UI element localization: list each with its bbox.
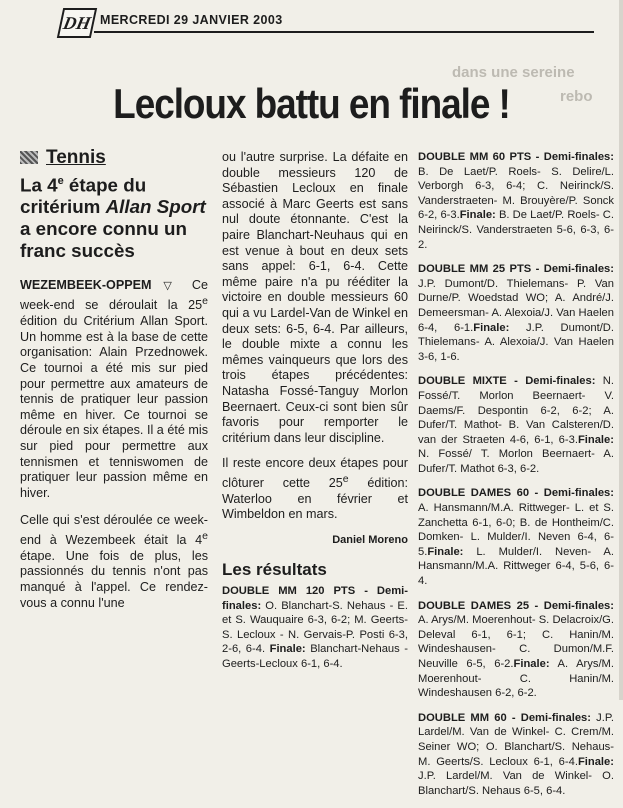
article-paragraph-2 (20, 513, 208, 611)
section-label: Tennis (46, 147, 106, 168)
subhead-post: a encore connu un franc succès (20, 217, 187, 261)
result-body: O. Blanchart-S. Nehaus - E. et S. Wauquaire 6-3, 6-2; M. Geerts-S. Lecloux - N. Gervais-P. Posti 6-3, 2-6, 6-4. (222, 599, 408, 656)
byline: Daniel Moreno (332, 533, 408, 546)
masthead-rule (94, 31, 594, 33)
triangle-icon: ▽ (163, 279, 181, 292)
result-body: A. Arys/M. Moerenhout- S. Delacroix/G. Deleval 6-1, 6-1; C. Hanin/M. Windeshausen- C. Dumon/M.F. Neuville 6-5, 6-2. (418, 614, 614, 670)
result-title: DOUBLE DAMES 60 - Demi-finales: (418, 487, 614, 500)
result-title: DOUBLE MM 60 - Demi-finales: (418, 711, 591, 724)
p2-text-b: étape. Une fois de plus, les passionnés du tennis n'ont pas manqué à l'appel. Ce rendez-vous a connu l'une (20, 548, 208, 610)
subhead-sup: e (57, 174, 64, 187)
p1-text-b: édition du Critérium Allan Sport. Un homme est à la base de cette organisation: Alain Przednowek. Ce tournoi a été mis sur pied pour permettre aux amateurs de tennis de pratiquer leur passion même en hiver. Ce tournoi se déroule en six étapes. Il a été mis sur pied pour permettre aux tennismen et tenniswomen de pratiquer leur passion même en hiver. (20, 314, 208, 500)
result-body: A. Hansmann/M.A. Rittweger- L. et S. Zanchetta 6-1, 6-0; B. de Hontheim/C. Domken- L. Mulder/I. Neven 6-4, 6-5. (418, 502, 614, 558)
result-block (418, 150, 614, 252)
results-title: Les résultats (222, 560, 327, 580)
result-block (222, 584, 408, 672)
p4-sup: e (342, 472, 349, 485)
article-paragraph-4 (222, 456, 408, 523)
result-block (418, 262, 614, 364)
article-paragraph-1 (20, 278, 208, 502)
result-block (418, 711, 614, 799)
result-block (418, 486, 614, 588)
kicker-square-icon (20, 151, 38, 164)
dateline: WEZEMBEEK-OPPEM (20, 277, 152, 292)
final-body: Blanchart-Nehaus - Geerts-Lecloux 6-1, 6-4. (222, 643, 408, 670)
final-label: Finale: (427, 545, 464, 558)
result-block (418, 374, 614, 476)
final-body: J.P. Lardel/M. Van de Winkel- O. Blanchart/S. Nehaus 6-5, 6-4. (418, 770, 614, 797)
final-label: Finale: (473, 321, 510, 334)
final-label: Finale: (577, 433, 614, 446)
result-title: DOUBLE MM 60 PTS - Demi-finales: (418, 151, 614, 163)
final-body: L. Mulder/I. Neven- A. Hansmann/M.A. Rittweger 6-4, 5-6, 6-4. (418, 545, 614, 588)
subhead-mid: étape du critérium (20, 173, 147, 217)
final-label: Finale: (459, 209, 496, 222)
p4-text-b: édition: Waterloo en février et Wimbeldon en mars. (222, 476, 408, 522)
result-body: B. De Laet/P. Roels- S. Delire/L. Verborgh 6-3, 6-4; C. Neirinck/S. Vanderstraeten- M. Brouyère/P. Sonck 6-2, 6-3. (418, 165, 614, 222)
issue-date: MERCREDI 29 JANVIER 2003 (100, 13, 283, 27)
column-2 (222, 150, 408, 672)
page-edge (619, 0, 623, 700)
final-label: Finale: (577, 755, 614, 768)
result-title: DOUBLE MM 25 PTS - Demi-finales: (418, 263, 614, 276)
subhead-brand: Allan Sport (105, 195, 206, 217)
p1-text-a: Ce week-end se déroulait la 25 (20, 277, 208, 313)
result-title: DOUBLE DAMES 25 - Demi-finales: (418, 599, 614, 612)
section-kicker (20, 147, 208, 168)
subheadline (20, 170, 208, 262)
p1-sup: e (202, 295, 208, 308)
p2-sup: e (202, 529, 208, 542)
p2-text-a: Celle qui s'est déroulée ce week-end à Wezembeek était la 4 (20, 513, 208, 548)
final-body: B. De Laet/P. Roels- C. Neirinck/S. Vanderstraeten 5-6, 6-3, 6-2. (418, 209, 614, 251)
result-body: J.P. Lardel/M. Van de Winkel- C. Crem/M. Seiner WO; O. Blanchart/S. Nehaus- M. Geerts/S. Lecloux 6-1, 6-4. (418, 711, 615, 768)
newspaper-logo: DH (57, 8, 97, 38)
headline: Lecloux battu en finale ! (113, 80, 510, 127)
result-body: J.P. Dumont/D. Thielemans- P. Van Durne/P. Woedstad WO; A. André/J. Demeersman- A. Alexoia/J. Van Haelen 6-4, 6-1. (418, 277, 614, 334)
final-label: Finale: (269, 643, 306, 656)
final-body: A. Arys/M. Moerenhout- C. Hanin/M. Windeshausen 6-2, 6-2. (418, 658, 614, 700)
result-title: DOUBLE MM 120 PTS - Demi-finales: (222, 585, 408, 612)
result-block (418, 599, 614, 701)
final-body: N. Fossé/ T. Morlon Beernaert- A. Dufer/T. Mathot 6-3, 6-2. (418, 448, 614, 475)
result-title: DOUBLE MIXTE - Demi-finales: (418, 375, 596, 388)
result-body: N. Fossé/T. Morlon Beernaert- V. Daems/F. Despontin 6-2, 6-2; A. Dufer/T. Mathot- B. Van Calsteren/D. van der Straeten 4-6, 6-1, 6-3. (418, 375, 614, 446)
bleedthrough-text: dans une sereine (452, 64, 575, 81)
article-paragraph-3: ou l'autre surprise. La défaite en double messieurs 120 de Sébastien Lecloux en finale associé à Marc Geerts est sans nul doute étonnante. C'est la paire Blanchart-Neuhaus qui en est venue à bout en deux sets sans appel: 6-1, 6-4. Cette même paire n'a pu rééditer la victoire en double messieurs 60 qui a vu Lardel-Van de Winkel en deux sets: 6-5, 6-4. Par ailleurs, le double mixte a connu les mêmes vainqueurs que lors des trois étapes précédentes: Natasha Fossé-Tanguy Morlon Beernaert. Ceux-ci sont bien sûr favoris pour remporter le critérium dans leur discipline. (222, 150, 408, 445)
column-1 (20, 147, 208, 623)
masthead (0, 0, 623, 46)
bleedthrough-text-2: rebo (560, 88, 593, 105)
column-3 (418, 150, 614, 808)
final-label: Finale: (513, 658, 550, 670)
p4-text-a: Il reste encore deux étapes pour clôturer cette 25 (222, 456, 408, 491)
subhead-pre: La 4 (20, 173, 58, 195)
final-body: J.P. Dumont/D. Thielemans- A. Alexoia/J. Van Haelen 3-6, 1-6. (418, 321, 614, 363)
